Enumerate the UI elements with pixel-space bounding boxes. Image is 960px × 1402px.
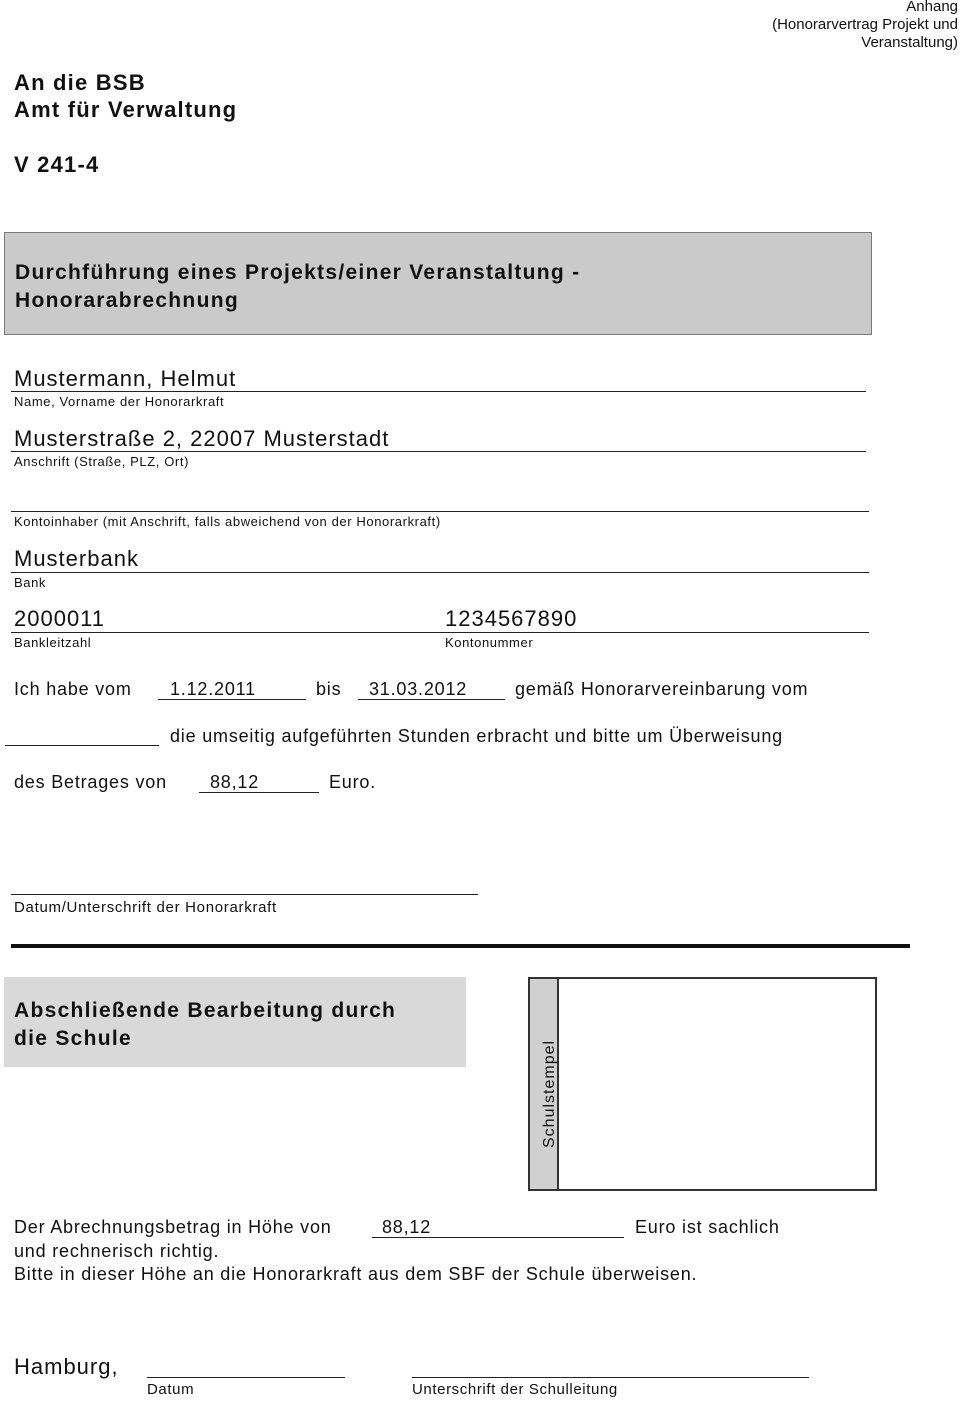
principal-signature-label: Unterschrift der Schulleitung — [412, 1381, 618, 1398]
attachment-note — [772, 0, 958, 52]
attachment-line-3: Veranstaltung) — [861, 34, 958, 51]
address-underline — [11, 451, 866, 452]
date-from-value[interactable]: 1.12.2011 — [170, 679, 256, 699]
bank-underline — [11, 572, 869, 573]
attachment-line-2: (Honorarvertrag Projekt und — [772, 16, 958, 33]
account-holder-underline[interactable] — [11, 511, 869, 512]
confirmation-line-3: Bitte in dieser Höhe an die Honorarkraft aus dem SBF der Schule überweisen. — [14, 1264, 698, 1284]
address-value[interactable]: Musterstraße 2, 22007 Musterstadt — [14, 426, 390, 451]
date-line[interactable] — [147, 1377, 345, 1378]
confirmation-line-2: und rechnerisch richtig. — [14, 1241, 220, 1261]
stamp-sidebar — [530, 979, 559, 1189]
blz-value[interactable]: 2000011 — [14, 606, 106, 631]
address-label: Anschrift (Straße, PLZ, Ort) — [14, 454, 189, 469]
date-from-underline — [158, 699, 306, 700]
amount-underline — [199, 792, 319, 793]
recipient-line-1: An die BSB — [14, 70, 146, 95]
blz-label: Bankleitzahl — [14, 635, 92, 650]
date-label: Datum — [147, 1381, 195, 1398]
statement-bis: bis — [316, 679, 342, 699]
principal-signature-line[interactable] — [412, 1377, 809, 1378]
statement-line-2: die umseitig aufgeführten Stunden erbracht und bitte um Überweisung — [170, 726, 783, 746]
stamp-label: Schulstempel — [541, 1039, 558, 1148]
statement-gemaess: gemäß Honorarvereinbarung vom — [515, 679, 809, 699]
statement-ich-habe-vom: Ich habe vom — [14, 679, 132, 699]
school-section-title — [14, 997, 396, 1053]
attachment-line-1: Anhang — [906, 0, 958, 15]
title-line-1: Durchführung eines Projekts/einer Veranstaltung - — [15, 261, 581, 284]
agreement-date-underline[interactable] — [5, 745, 159, 746]
statement-euro: Euro. — [329, 772, 377, 792]
confirmation-prefix: Der Abrechnungsbetrag in Höhe von — [14, 1217, 332, 1237]
school-section-box — [4, 977, 466, 1067]
bank-value[interactable]: Musterbank — [14, 546, 139, 571]
account-number-value[interactable]: 1234567890 — [445, 606, 578, 631]
amount-value[interactable]: 88,12 — [210, 772, 260, 792]
school-stamp-box[interactable] — [528, 977, 877, 1191]
school-title-line-1: Abschließende Bearbeitung durch — [14, 999, 397, 1022]
date-to-underline — [358, 699, 505, 700]
confirmation-amount[interactable]: 88,12 — [382, 1217, 432, 1237]
bank-label: Bank — [14, 575, 47, 590]
confirmation-suffix: Euro ist sachlich — [635, 1217, 780, 1237]
confirmation-amount-underline — [372, 1237, 624, 1238]
title-box — [4, 232, 872, 335]
place-hamburg: Hamburg, — [14, 1354, 119, 1379]
name-value[interactable]: Mustermann, Helmut — [14, 366, 237, 391]
bank-details-underline — [11, 632, 869, 633]
statement-des-betrages: des Betrages von — [14, 772, 167, 792]
name-underline — [11, 391, 866, 392]
title-line-2: Honorarabrechnung — [15, 289, 239, 312]
date-to-value[interactable]: 31.03.2012 — [369, 679, 468, 699]
account-number-label: Kontonummer — [445, 635, 534, 650]
section-divider — [11, 944, 910, 948]
document-title — [15, 259, 580, 315]
account-holder-label: Kontoinhaber (mit Anschrift, falls abweichend von der Honorarkraft) — [14, 514, 441, 529]
school-title-line-2: die Schule — [14, 1027, 133, 1050]
recipient-code: V 241-4 — [14, 152, 100, 177]
recipient-line-2: Amt für Verwaltung — [14, 97, 238, 122]
signature-label: Datum/Unterschrift der Honorarkraft — [14, 899, 277, 916]
signature-line[interactable] — [11, 894, 478, 895]
name-label: Name, Vorname der Honorarkraft — [14, 394, 225, 409]
